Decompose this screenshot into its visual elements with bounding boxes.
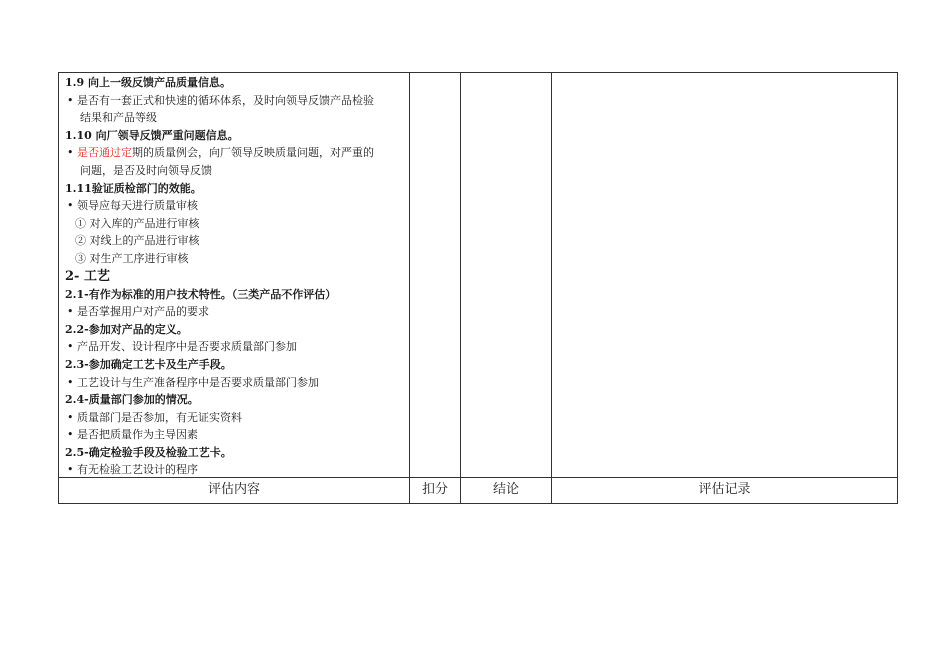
header-record: 评估记录 <box>552 478 898 504</box>
bullet-process-design: • 工艺设计与生产准备程序中是否要求质量部门参加 <box>67 375 319 389</box>
item-1-9-heading: 1.9 向上一级反馈产品质量信息。 <box>65 76 231 89</box>
conclusion-cell <box>461 73 552 478</box>
highlighted-text: 是否通过定 <box>77 146 132 160</box>
audit-item-2: ② 对线上的产品进行审核 <box>75 234 200 248</box>
bullet-daily-audit: • 领导应每天进行质量审核 <box>67 199 198 213</box>
item-2-1-heading: 2.1-有作为标准的用户技术特性。（三类产品不作评估） <box>65 287 337 301</box>
header-score: 扣分 <box>410 478 461 504</box>
audit-item-1: ① 对入库的产品进行审核 <box>75 216 200 230</box>
header-content: 评估内容 <box>59 478 410 504</box>
bullet-quality-meeting-cont: 问题，是否及时向领导反馈 <box>80 163 212 177</box>
item-2-5-heading: 2.5-确定检验手段及检验工艺卡。 <box>65 445 232 459</box>
bullet-feedback-system-cont: 结果和产品等级 <box>80 111 157 125</box>
header-conclusion: 结论 <box>461 478 552 504</box>
item-2-3-heading: 2.3-参加确定工艺卡及生产手段。 <box>65 357 232 371</box>
bullet-feedback-system: • 是否有一套正式和快速的循环体系，及时向领导反馈产品检验 <box>67 93 374 107</box>
item-1-10-heading: 1.10 向厂领导反馈严重问题信息。 <box>65 128 239 142</box>
bullet-quality-leading-factor: • 是否把质量作为主导因素 <box>67 428 198 442</box>
bullet-inspection-procedure: • 有无检验工艺设计的程序 <box>67 463 198 477</box>
header-row <box>59 478 898 504</box>
score-cell <box>410 73 461 478</box>
bullet-user-requirements: • 是否掌握用户对产品的要求 <box>67 305 209 319</box>
content-cell <box>59 73 410 478</box>
bullet-product-development: • 产品开发、设计程序中是否要求质量部门参加 <box>67 340 297 354</box>
evaluation-table <box>58 72 898 504</box>
audit-item-3: ③ 对生产工序进行审核 <box>75 251 189 265</box>
record-cell <box>552 73 898 478</box>
item-2-4-heading: 2.4-质量部门参加的情况。 <box>65 393 199 407</box>
item-1-11-heading: 1.11验证质检部门的效能。 <box>65 181 202 195</box>
bullet-quality-participation: • 质量部门是否参加，有无证实资料 <box>67 410 242 424</box>
item-2-2-heading: 2.2-参加对产品的定义。 <box>65 322 188 336</box>
bullet-quality-meeting-text: 期的质量例会，向厂领导反映质量问题，对严重的 <box>132 146 374 160</box>
section-2-heading: 2- 工艺 <box>65 268 110 284</box>
bullet-quality-meeting: • 是否通过定期的质量例会，向厂领导反映质量问题，对严重的 <box>67 146 374 160</box>
content-row <box>59 73 898 478</box>
